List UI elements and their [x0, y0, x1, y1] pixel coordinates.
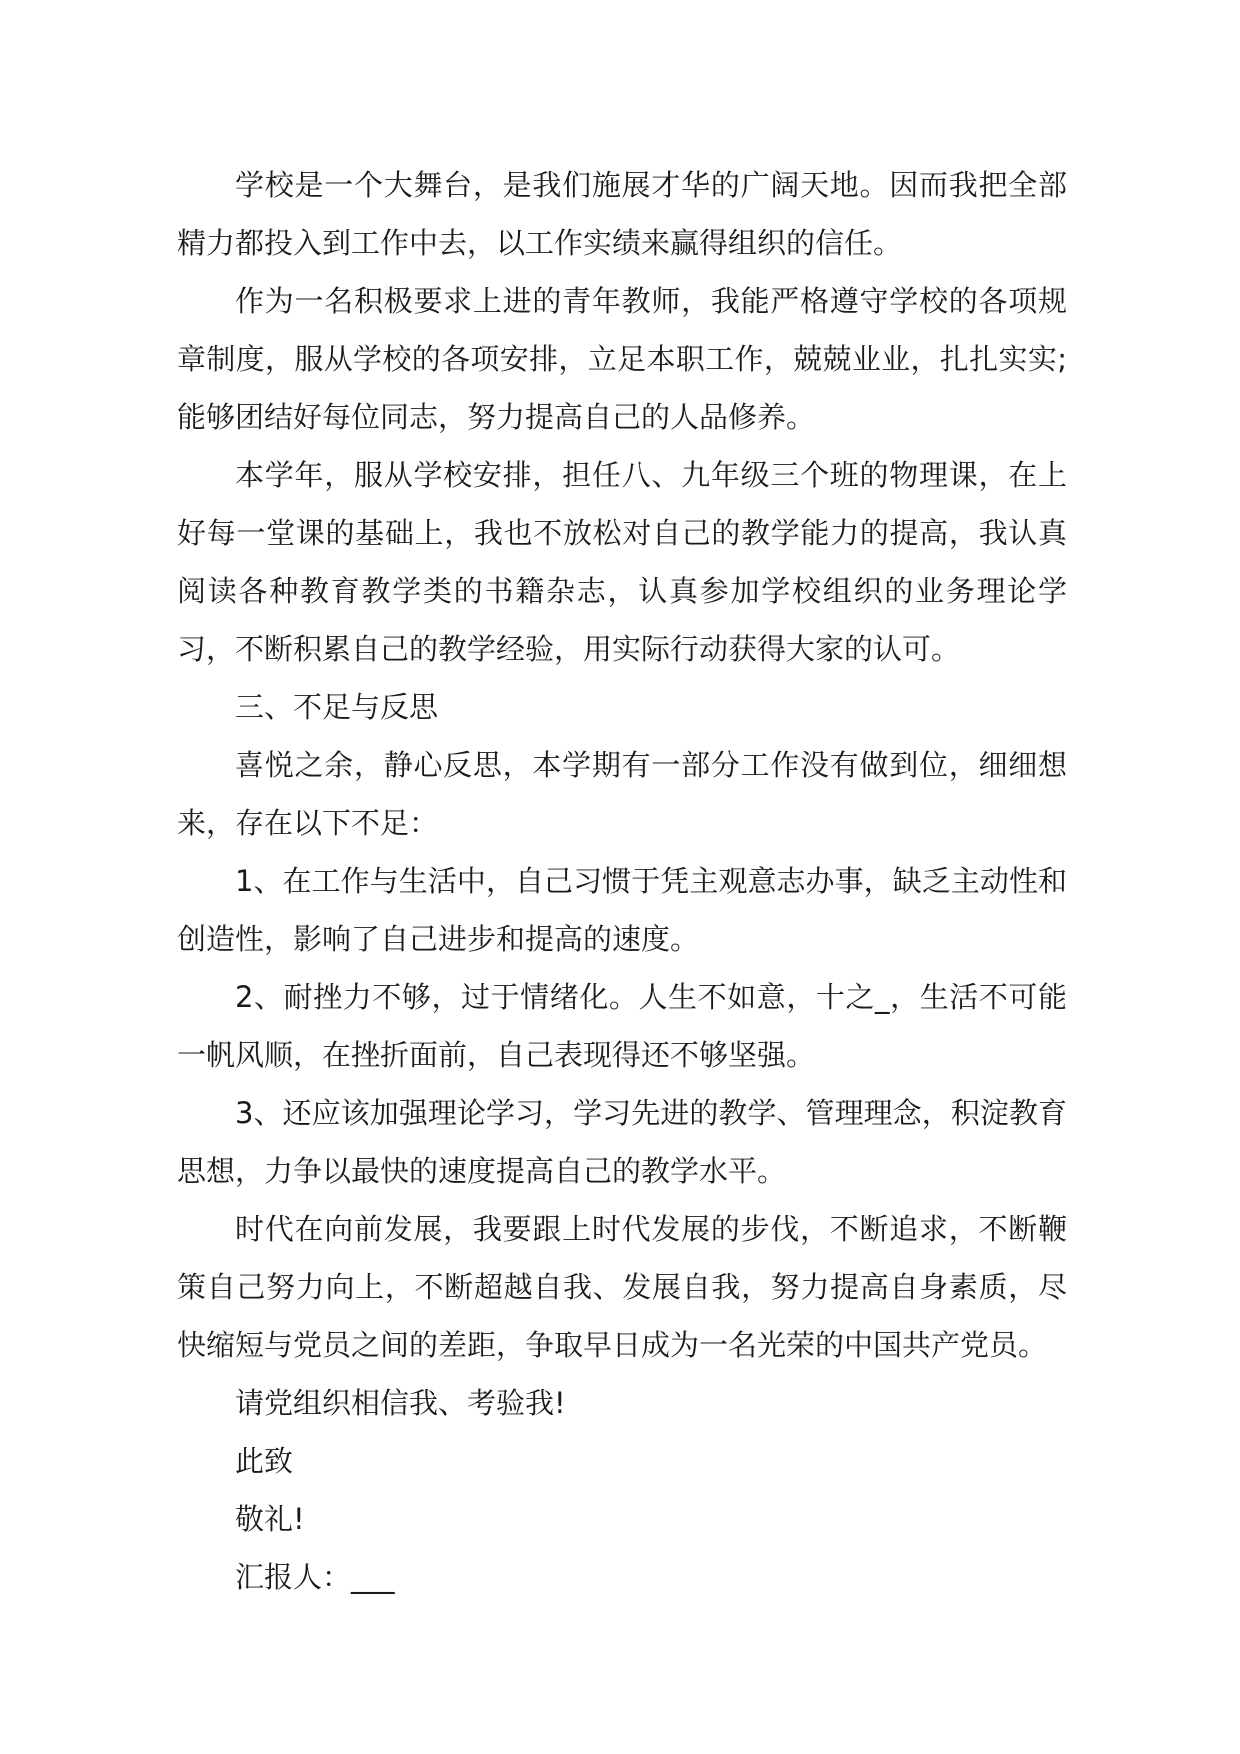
reporter-signature: 汇报人：___ [235, 1560, 395, 1594]
paragraph-request: 请党组织相信我、考验我! [235, 1386, 566, 1420]
list-item-3: 3、还应该加强理论学习，学习先进的教学、管理理念，积淀教育思想，力争以最快的速度提高自己的教学水平。 [177, 1096, 1067, 1188]
section-heading-shortcomings: 三、不足与反思 [235, 690, 439, 724]
list-item-1: 1、在工作与生活中，自己习惯于凭主观意志办事，缺乏主动性和创造性，影响了自己进步和提高的速度。 [177, 864, 1067, 956]
paragraph-reflection: 喜悦之余，静心反思，本学期有一部分工作没有做到位，细细想来，存在以下不足： [177, 748, 1067, 840]
list-item-2: 2、耐挫力不够，过于情绪化。人生不如意，十之_，生活不可能一帆风顺，在挫折面前，自己表现得还不够坚强。 [177, 980, 1067, 1072]
paragraph-school-year: 本学年，服从学校安排，担任八、九年级三个班的物理课，在上好每一堂课的基础上，我也不放松对自己的教学能力的提高，我认真阅读各种教育教学类的书籍杂志，认真参加学校组织的业务理论学习，不断积累自己的教学经验，用实际行动获得大家的认可。 [177, 458, 1067, 666]
document-body [177, 156, 1067, 1606]
paragraph-young-teacher: 作为一名积极要求上进的青年教师，我能严格遵守学校的各项规章制度，服从学校的各项安排，立足本职工作，兢兢业业，扎扎实实;能够团结好每位同志，努力提高自己的人品修养。 [177, 284, 1067, 434]
paragraph-school-stage: 学校是一个大舞台，是我们施展才华的广阔天地。因而我把全部精力都投入到工作中去，以工作实绩来赢得组织的信任。 [177, 168, 1067, 260]
closing-cizhi: 此致 [235, 1444, 294, 1478]
paragraph-progress: 时代在向前发展，我要跟上时代发展的步伐，不断追求，不断鞭策自己努力向上，不断超越自我、发展自我，努力提高自身素质，尽快缩短与党员之间的差距，争取早日成为一名光荣的中国共产党员。 [177, 1212, 1067, 1362]
closing-jingli: 敬礼! [235, 1502, 305, 1536]
